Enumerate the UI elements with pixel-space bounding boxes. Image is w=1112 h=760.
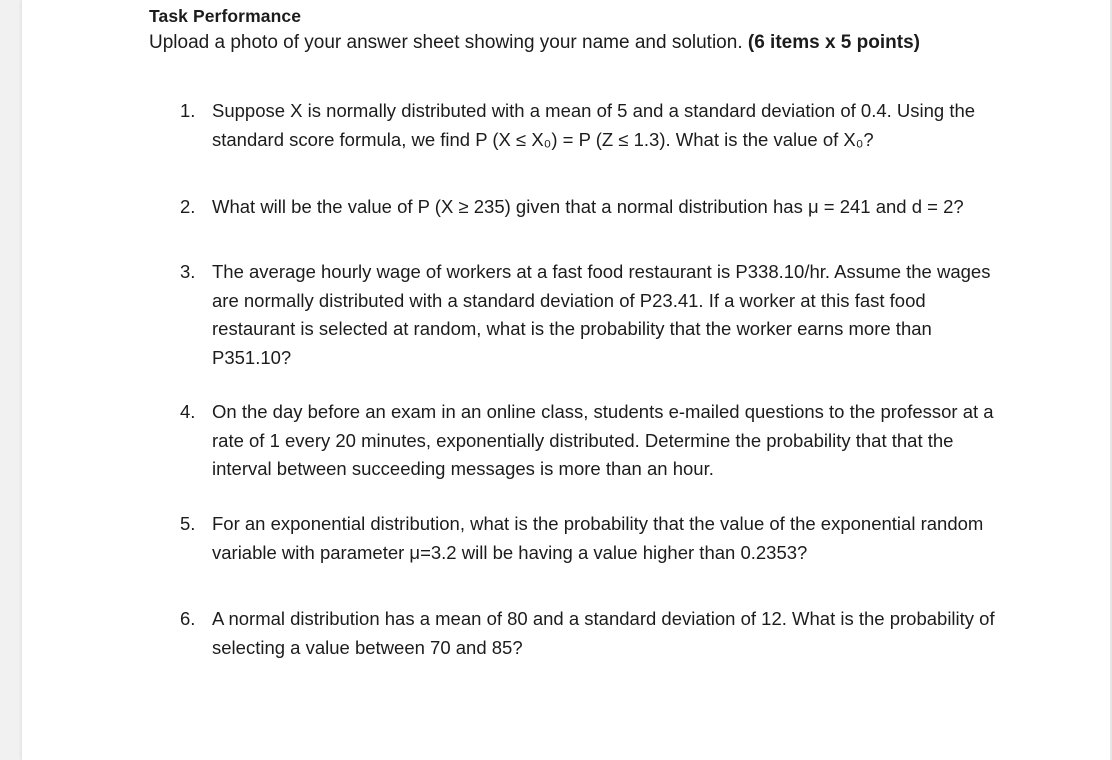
question-number: 4. xyxy=(180,401,196,422)
question-text: A normal distribution has a mean of 80 and a standard deviation of 12. What is the probability of selecting a value between 70 and 85? xyxy=(212,608,995,658)
question-number: 5. xyxy=(180,513,196,534)
question-text: The average hourly wage of workers at a fast food restaurant is P338.10/hr. Assume the wages are normally distributed with a standard deviation of P23.41. If a worker at this fast food restaurant is selected at random, what is the probability that the worker earns more than P351.10? xyxy=(212,261,991,368)
instructions xyxy=(149,32,920,54)
answer-sheet-page xyxy=(22,0,1112,760)
instructions-text: Upload a photo of your answer sheet showing your name and solution. xyxy=(149,32,743,53)
question-text: What will be the value of P (X ≥ 235) given that a normal distribution has μ = 241 and d = 2? xyxy=(212,196,964,217)
question-number: 1. xyxy=(180,100,196,121)
question-text: Suppose X is normally distributed with a mean of 5 and a standard deviation of 0.4. Using the standard score formula, we find P (X ≤ X₀) = P (Z ≤ 1.3). What is the value of X₀? xyxy=(212,100,976,150)
question-text: On the day before an exam in an online class, students e-mailed questions to the professor at a rate of 1 every 20 minutes, exponentially distributed. Determine the probability that that the interval between succeeding messages is more than an hour. xyxy=(212,401,994,479)
question-number: 3. xyxy=(180,261,196,282)
page-title: Task Performance xyxy=(149,6,302,26)
question-number: 6. xyxy=(180,608,196,629)
question-number: 2. xyxy=(180,196,196,217)
points-note: (6 items x 5 points) xyxy=(747,32,920,53)
question-text: For an exponential distribution, what is the probability that the value of the exponential random variable with parameter μ=3.2 will be having a value higher than 0.2353? xyxy=(212,513,984,563)
